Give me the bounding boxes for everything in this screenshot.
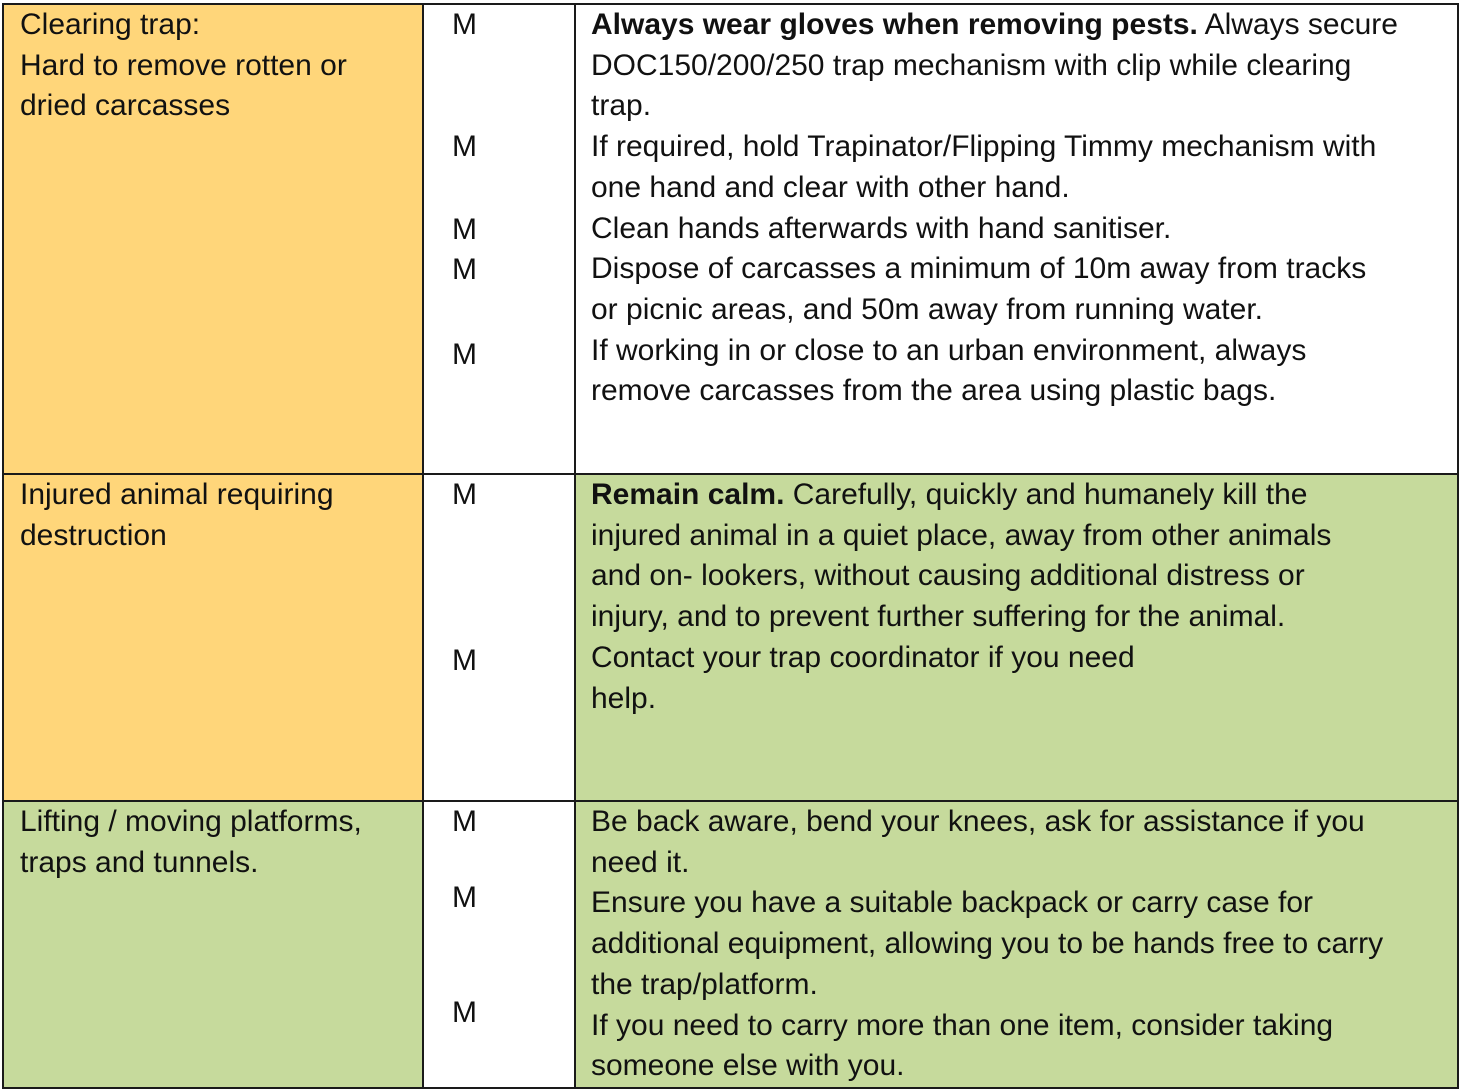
action-text — [591, 475, 1453, 516]
control-cell — [423, 4, 575, 474]
control-code: M — [452, 213, 477, 246]
action-text: help. — [591, 681, 657, 715]
hazard-text: Clearing trap: — [20, 8, 201, 41]
control-code: M — [452, 805, 477, 838]
action-text: Contact your trap coordinator if you need — [591, 640, 1135, 674]
action-text: Be back aware, bend your knees, ask for assistance if you — [591, 805, 1365, 838]
action-text: If working in or close to an urban environment, always — [591, 333, 1307, 367]
hazard-cell — [3, 801, 423, 1088]
hazard-cell — [3, 474, 423, 801]
action-text: injured animal in a quiet place, away from other animals — [591, 518, 1332, 552]
action-lead-rest: Carefully, quickly and humanely kill the — [784, 478, 1308, 511]
action-text: remove carcasses from the area using plastic bags. — [591, 374, 1277, 408]
action-cell — [575, 4, 1458, 474]
control-code: M — [452, 130, 477, 163]
hazard-control-table — [2, 3, 1459, 1089]
action-text: additional equipment, allowing you to be hands free to carry — [591, 927, 1384, 961]
hazard-text: destruction — [20, 518, 167, 552]
action-text: and on- lookers, without causing additional distress or — [591, 559, 1305, 593]
table-row — [3, 801, 1458, 1088]
action-lead-rest: Always secure — [1197, 8, 1398, 41]
hazard-cell — [3, 4, 423, 474]
control-code: M — [452, 644, 477, 677]
action-text: one hand and clear with other hand. — [591, 170, 1070, 204]
action-text: or picnic areas, and 50m away from running water. — [591, 292, 1263, 326]
hazard-text: dried carcasses — [20, 89, 231, 123]
control-code: M — [452, 338, 477, 371]
hazard-text: Hard to remove rotten or — [20, 48, 347, 82]
action-text: the trap/platform. — [591, 967, 818, 1001]
control-cell — [423, 801, 575, 1088]
action-text: Ensure you have a suitable backpack or carry case for — [591, 886, 1314, 920]
action-text: If required, hold Trapinator/Flipping Timmy mechanism with — [591, 130, 1377, 164]
control-code: M — [452, 8, 477, 41]
action-text: someone else with you. — [591, 1049, 905, 1083]
action-cell — [575, 474, 1458, 801]
hazard-text: Lifting / moving platforms, — [20, 805, 362, 838]
control-cell — [423, 474, 575, 801]
action-text: need it. — [591, 845, 690, 879]
action-text: trap. — [591, 89, 652, 123]
control-code: M — [452, 253, 477, 286]
action-text: Clean hands afterwards with hand sanitiser. — [591, 211, 1172, 245]
action-text: Dispose of carcasses a minimum of 10m away from tracks — [591, 252, 1367, 286]
action-lead-bold: Always wear gloves when removing pests. — [591, 8, 1198, 41]
control-code: M — [452, 478, 477, 511]
action-lead-bold: Remain calm. — [591, 478, 785, 511]
control-code: M — [452, 996, 477, 1029]
table-row — [3, 474, 1458, 801]
action-cell — [575, 801, 1458, 1088]
action-text — [591, 5, 1453, 46]
hazard-text: Injured animal requiring — [20, 478, 334, 511]
table-row — [3, 4, 1458, 474]
control-code: M — [452, 881, 477, 914]
action-text: DOC150/200/250 trap mechanism with clip while clearing — [591, 48, 1352, 82]
hazard-text: traps and tunnels. — [20, 845, 259, 879]
action-text: injury, and to prevent further suffering for the animal. — [591, 600, 1286, 634]
action-text: If you need to carry more than one item, consider taking — [591, 1008, 1334, 1042]
